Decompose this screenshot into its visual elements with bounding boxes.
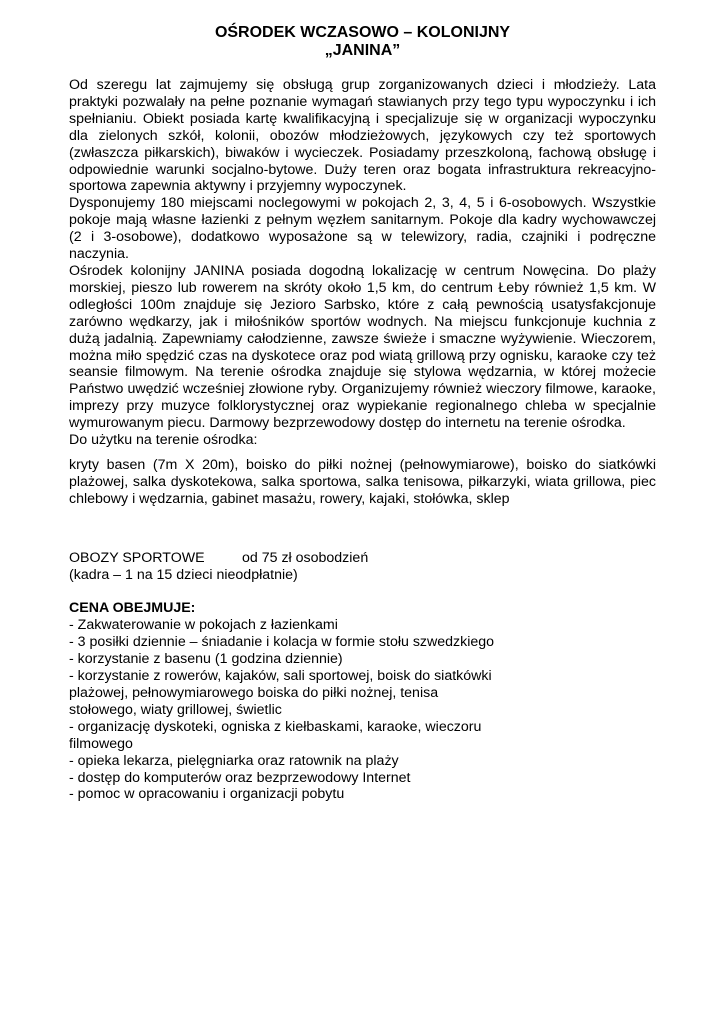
includes-item: - pomoc w opracowaniu i organizacji pobytu [69, 786, 345, 803]
offer-line [69, 550, 656, 567]
document-page [69, 24, 656, 803]
offer-price: od 75 zł osobodzień [242, 549, 369, 566]
includes-item: - dostęp do komputerów oraz bezprzewodowy Internet [69, 769, 411, 786]
title-line-1: OŚRODEK WCZASOWO – KOLONIJNY [214, 24, 511, 41]
includes-item: - 3 posiłki dziennie – śniadanie i kolacja w formie stołu szwedzkiego [69, 634, 495, 651]
includes-item: - opieka lekarza, pielęgniarka oraz ratownik na plaży [69, 752, 399, 769]
intro-paragraph: Od szeregu lat zajmujemy się obsługą grup zorganizowanych dzieci i młodzieży. Lata praktyki pozwalały na pełne poznanie wymagań stawianych przy tego typu wypoczynku i ich spełnianiu. Obiekt posiada kartę kwalifikacyjną i specjalizuje się w organizacji wypoczynku dla zielonych szkół, kolonii, obozów młodzieżowych, językowych czy też sportowych (zwłaszcza piłkarskich), biwaków i wycieczek. Posiadamy przeszkoloną, fachową obsługę i odpowiednie warunki socjalno-bytowe. Duży teren oraz bogata infrastruktura rekreacyjno-sportowa zapewnia aktywny i przyjemny wypoczynek. [69, 77, 656, 195]
includes-list [69, 617, 656, 803]
title-line-2: „JANINA” [324, 42, 401, 59]
offer-name: OBOZY SPORTOWE [69, 549, 205, 566]
facilities-list: kryty basen (7m X 20m), boisko do piłki nożnej (pełnowymiarowe), boisko do siatkówki plażowej, salka dyskotekowa, salka sportowa, salka tenisowa, piłkarzyki, wiata grillowa, piec chlebowy i wędzarnia, gabinet masażu, rowery, kajaki, stołówka, sklep [69, 456, 656, 507]
location-paragraph: Ośrodek kolonijny JANINA posiada dogodną lokalizację w centrum Nowęcina. Do plaży morskiej, pieszo lub rowerem na skróty około 1,5 km, do centrum Łeby również 1,5 km. W odległości 100m znajduje się Jezioro Sarbsko, które z całą pewnością usatysfakcjonuje zarówno wędkarzy, jak i miłośników sportów wodnych. Na miejscu funkcjonuje kuchnia z dużą jadalnią. Zapewniamy całodzienne, zawsze świeże i smaczne wyżywienie. Wieczorem, można miło spędzić czas na dyskotece oraz pod wiatą grillową przy ognisku, karaoke czy też seansie filmowym. Na terenie ośrodka znajduje się stylowa wędzarnia, w której możecie Państwo uwędzić wcześniej złowione ryby. Organizujemy również wieczory filmowe, karaoke, imprezy przy muzyce folklorystycznej oraz wypiekanie regionalnego chleba w specjalnie wymurowanym piecu. Darmowy bezprzewodowy dostęp do internetu na terenie ośrodka. [69, 262, 656, 432]
includes-item: - Zakwaterowanie w pokojach z łazienkami [69, 617, 338, 634]
includes-item: - korzystanie z basenu (1 godzina dziennie) [69, 651, 343, 668]
facilities-intro: Do użytku na terenie ośrodka: [69, 432, 258, 449]
offer-note: (kadra – 1 na 15 dzieci nieodpłatnie) [69, 566, 298, 583]
rooms-paragraph: Dysponujemy 180 miejscami noclegowymi w pokojach 2, 3, 4, 5 i 6-osobowych. Wszystkie pokoje mają własne łazienki z pełnym węzłem sanitarnym. Pokoje dla kadry wychowawczej (2 i 3-osobowe), dodatkowo wyposażone są w telewizory, radia, czajniki i podręczne naczynia. [69, 195, 656, 263]
includes-item: - korzystanie z rowerów, kajaków, sali sportowej, boisk do siatkówki plażowej, pełnowymiarowego boiska do piłki nożnej, tenisa stołowego, wiaty grillowej, świetlic [69, 668, 492, 718]
includes-heading: CENA OBEJMUJE: [69, 600, 196, 617]
includes-item: - organizację dyskoteki, ogniska z kiełbaskami, karaoke, wieczoru filmowego [69, 718, 482, 752]
page-title [69, 24, 656, 60]
